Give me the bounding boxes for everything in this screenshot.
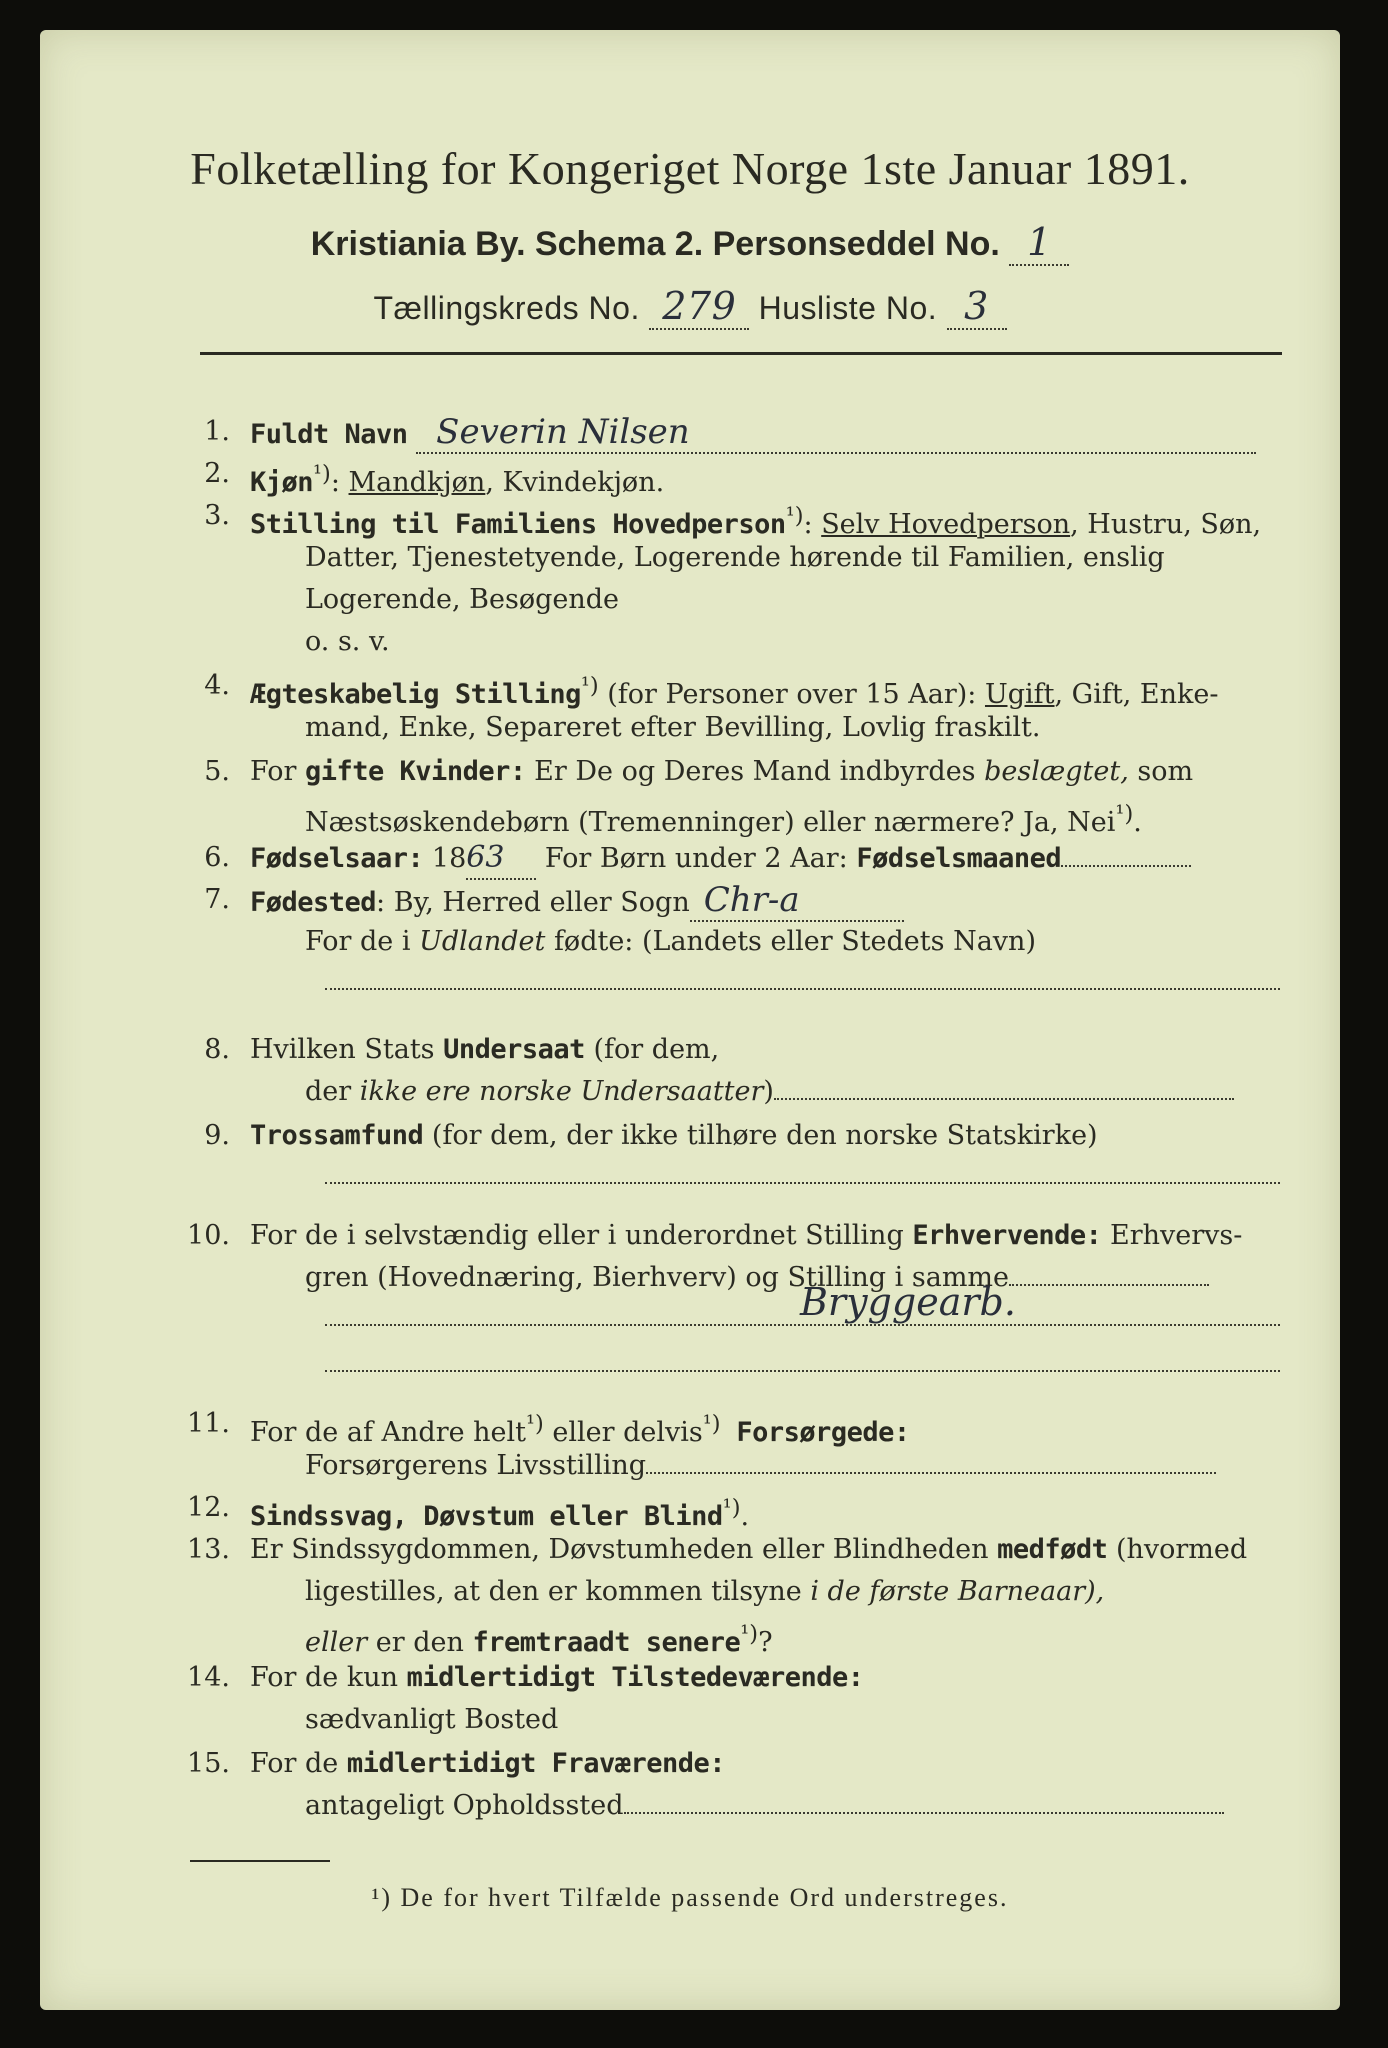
footnote-mark: ¹) — [313, 461, 331, 487]
item-number: 13. — [187, 1534, 230, 1565]
birthplace-answer: Chr-a — [690, 880, 904, 922]
option-text: 18 — [423, 843, 467, 874]
answer-line — [325, 988, 1280, 990]
option-text: For Børn under 2 Aar: — [536, 843, 857, 874]
option-text: Forsørgerens Livsstilling — [305, 1450, 647, 1481]
option-text: , Kvindekjøn. — [485, 467, 665, 498]
occupation-answer: Bryggearb. — [800, 1280, 1016, 1324]
footnote-mark: ¹) — [785, 503, 804, 529]
item-label: fremtraadt senere — [472, 1627, 741, 1658]
item-label: gifte Kvinder: — [305, 756, 526, 787]
schema-label: Kristiania By. Schema 2. Personseddel No. — [310, 225, 1000, 263]
option-text: beslægtet, — [984, 756, 1129, 787]
option-text: der — [305, 1076, 360, 1107]
option-text: For de — [250, 1748, 347, 1779]
form-title: Folketælling for Kongeriget Norge 1ste Januar 1891. — [190, 143, 1190, 194]
item-label: Undersaat — [443, 1034, 585, 1065]
option-text: er den — [367, 1627, 473, 1658]
census-form: Folketælling for Kongeriget Norge 1ste Januar 1891. Kristiania By. Schema 2. Personseddel No. 1 Tællingskreds No. 279 Husliste No. 3 1. Fuldt Navn Severin Nilsen 2. Kjøn$^{^1)}$: Mandkjøn, Kvindekjøn. 3. Stilling til Familiens Hovedperson$^{^1)}$: Selv Hovedperson, Hustru, Søn, Datter, Tjenestetyende, Logerende hørende til Familien, enslig Logerende, Besøgende o. s. v. 4. Ægteskabelig Stilling$^{^1)}$ (for Personer over 15 Aar): Ugift, Gift, Enke- mand, Enke, Separeret efter Bevilling, Lovlig fraskilt. 5. For gifte Kvinder: Er De og Deres Mand indbyrdes beslægtet, som Næstsøskendebørn (Tremenninger) eller nærmere? Ja, Nei$^{^1)}$. 6. Fødselsaar: 1863 For Børn under 2 Aar: Fødselsmaaned 7. Fødested: By, Herred eller Sogn Chr-a For de i Udlandet fødte: (Landets eller Stedets Navn) 8. Hvilken Stats Undersaat (for dem, der ikke ere norske Undersaatter) 9. Trossamfund (for dem, der ikke tilhøre den norske Statskirke) 10. For de i selvstændig eller i underordnet Stilling Erhvervende: Erhvervs- gren (Hovednæring, Bierhverv) og Stilling i samme Bryggearb. 11. For de af Andre helt$^{^1)}$ eller delvis$^{^1)}$ Forsørgede: Forsørgerens Livsstilling 12. Sindssvag, Døvstum eller Blind$^{^1)}$. 13. Er Sindssygdommen, Døvstumheden eller Blindheden medfødt (hvormed ligestilles, at den er kommen tilsyne i de første Barneaar), eller er den fremtraadt senere$^{^1)}$? 14. For de kun midlertidigt Tilstedeværende: sædvanligt Bosted 15. For de midlertidigt Fraværende: antageligt Opholdssted ¹) De for hvert Tilfælde passende Ord understreges. — [40, 30, 1340, 2010]
option-text: antageligt Opholdssted — [305, 1790, 624, 1821]
full-name-answer: Severin Nilsen — [416, 412, 1256, 454]
footnote-mark: ¹) — [580, 673, 599, 699]
birth-year-answer: 63 — [466, 838, 536, 880]
footnote: ¹) De for hvert Tilfælde passende Ord understreges. — [371, 1883, 1009, 1912]
footnote-mark: ¹) — [740, 1621, 759, 1647]
kreds-line — [40, 284, 1340, 330]
item-label: Forsørgede: — [720, 1417, 910, 1448]
option-text: (for Personer over 15 Aar): — [598, 679, 985, 710]
option-text: sædvanligt Bosted — [305, 1704, 559, 1735]
option-text: For de kun — [250, 1662, 407, 1693]
option-text: eller — [305, 1627, 368, 1658]
answer-dots — [774, 1078, 1234, 1100]
option-text: ? — [758, 1627, 773, 1658]
item-label: Fødested — [250, 887, 377, 918]
answer-dots — [646, 1452, 1216, 1474]
option-text: Udlandet — [419, 926, 546, 957]
option-text: fødte: (Landets eller Stedets Navn) — [545, 926, 1036, 957]
footnote-mark: ¹) — [1115, 801, 1134, 827]
item-number: 6. — [204, 842, 230, 873]
option-text: o. s. v. — [305, 626, 390, 657]
item-number: 9. — [204, 1120, 230, 1151]
option-text: : By, Herred eller Sogn — [376, 887, 690, 918]
kreds-number: 279 — [649, 284, 749, 330]
item-label: Trossamfund — [250, 1120, 424, 1151]
husliste-number: 3 — [947, 284, 1007, 330]
item-number: 15. — [187, 1748, 230, 1779]
option-text: For de i — [305, 926, 420, 957]
husliste-label: Husliste No. — [758, 290, 938, 326]
item-number: 8. — [204, 1034, 230, 1065]
option-text: , Gift, Enke- — [1054, 679, 1219, 710]
item-number: 5. — [204, 756, 230, 787]
item-label: midlertidigt Fraværende: — [346, 1748, 725, 1779]
option-text: Er Sindssygdommen, Døvstumheden eller Blindheden — [250, 1534, 998, 1565]
item-number: 4. — [204, 670, 230, 701]
kreds-label: Tællingskreds No. — [373, 290, 640, 326]
option-text: ikke ere norske Undersaatter — [359, 1076, 764, 1107]
answer-line — [325, 1324, 1280, 1326]
item-number: 7. — [204, 884, 230, 915]
option-text: Datter, Tjenestetyende, Logerende hørende til Familien, enslig — [305, 542, 1165, 573]
answer-dots — [624, 1792, 1224, 1814]
item-number: 10. — [187, 1220, 230, 1251]
item-label: Stilling til Familiens Hovedperson — [250, 509, 786, 540]
answer-dots — [1061, 845, 1191, 867]
selected-option: Ugift — [984, 679, 1055, 710]
selected-option: Mandkjøn — [348, 467, 486, 498]
option-text: ) — [763, 1076, 774, 1107]
item-label: Kjøn — [250, 467, 314, 498]
item-number: 1. — [204, 416, 230, 447]
option-text: Logerende, Besøgende — [305, 584, 619, 615]
answer-dots — [1009, 1264, 1209, 1286]
option-text: For — [250, 756, 306, 787]
option-text: eller delvis — [543, 1417, 703, 1448]
option-text: Næstsøskendebørn (Tremenninger) eller nærmere? Ja, Nei — [305, 807, 1116, 838]
item-number: 14. — [187, 1662, 230, 1693]
option-text: For de i selvstændig eller i underordnet Stilling — [250, 1220, 913, 1251]
item-label: Sindssvag, Døvstum eller Blind — [250, 1501, 723, 1532]
item-label: medfødt — [997, 1534, 1108, 1565]
item-label: Ægteskabelig Stilling — [250, 679, 581, 710]
answer-line — [325, 1182, 1280, 1184]
footnote-mark: ¹) — [526, 1411, 544, 1437]
option-text: Erhvervs- — [1101, 1220, 1243, 1251]
footnote-mark: ¹) — [722, 1495, 741, 1521]
header-rule — [200, 352, 1282, 355]
item-label: Erhvervende: — [912, 1220, 1102, 1251]
item-label: Fuldt Navn — [250, 419, 408, 450]
option-text: mand, Enke, Separeret efter Bevilling, Lovlig fraskilt. — [305, 712, 1041, 743]
item-number: 12. — [187, 1492, 230, 1523]
option-text: gren (Hovednæring, Bierhverv) og Stilling i samme — [305, 1262, 1010, 1293]
item-number: 2. — [204, 458, 230, 489]
option-text: (hvormed — [1107, 1534, 1248, 1565]
option-text: , Hustru, Søn, — [1070, 509, 1262, 540]
item-label: midlertidigt Tilstedeværende: — [406, 1662, 864, 1693]
option-text: Er De og Deres Mand indbyrdes — [525, 756, 985, 787]
answer-line — [325, 1370, 1280, 1372]
item-number: 11. — [187, 1408, 230, 1439]
item-label: Fødselsmaaned — [856, 843, 1062, 874]
selected-option: Selv Hovedperson — [821, 509, 1071, 540]
item-number: 3. — [204, 500, 230, 531]
option-text: For de af Andre helt — [250, 1417, 527, 1448]
option-text: som — [1128, 756, 1194, 787]
personseddel-number: 1 — [1009, 220, 1069, 266]
footnote-rule — [190, 1860, 330, 1862]
option-text: Hvilken Stats — [250, 1034, 444, 1065]
option-text: (for dem, der ikke tilhøre den norske Statskirke) — [423, 1120, 1098, 1151]
item-label: Fødselsaar: — [250, 843, 424, 874]
option-text: i de første Barneaar), — [810, 1576, 1105, 1607]
option-text: (for dem, — [584, 1034, 720, 1065]
schema-line — [40, 220, 1340, 266]
footnote-mark: ¹) — [702, 1411, 721, 1437]
option-text: ligestilles, at den er kommen tilsyne — [305, 1576, 811, 1607]
